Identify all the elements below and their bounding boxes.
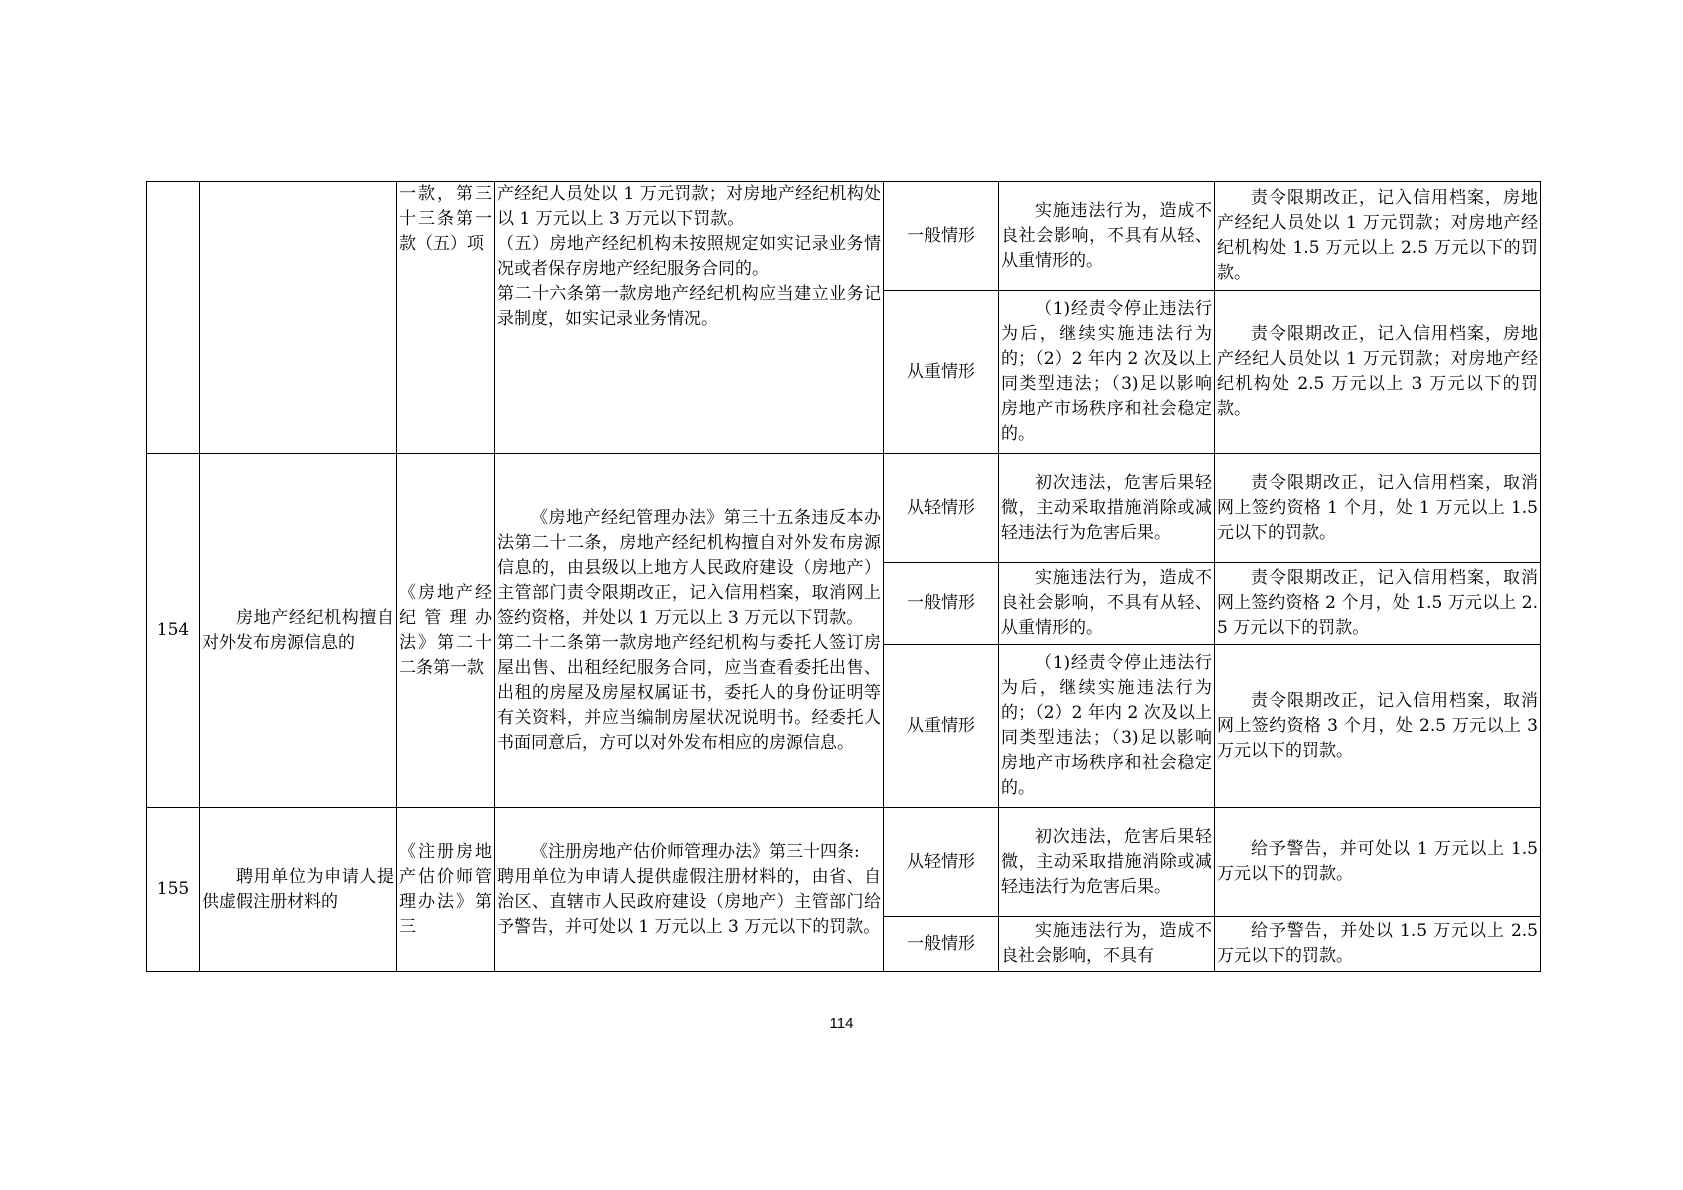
penalty-standard-cell: 责令限期改正，记入信用档案，房地产经纪人员处以 1 万元罚款；对房地产经纪机构处 1.5 万元以上 2.5 万元以下的罚款。	[1215, 182, 1541, 291]
circumstance-level-cell: 从轻情形	[884, 454, 999, 563]
circumstance-level-cell: 从轻情形	[884, 808, 999, 917]
circumstance-level-cell: 从重情形	[884, 645, 999, 808]
circumstance-level-cell: 一般情形	[884, 917, 999, 972]
circumstance-condition-cell: 初次违法，危害后果轻微，主动采取措施消除或减轻违法行为危害后果。	[999, 808, 1215, 917]
penalty-standard-cell: 责令限期改正，记入信用档案，房地产经纪人员处以 1 万元罚款；对房地产经纪机构处 2.5 万元以上 3 万元以下的罚款。	[1215, 291, 1541, 454]
circumstance-condition-cell: （1)经责令停止违法行为后，继续实施违法行为的；（2）2 年内 2 次及以上同类型违法；（3)足以影响房地产市场秩序和社会稳定的。	[999, 645, 1215, 808]
penalty-standard-cell: 责令限期改正，记入信用档案，取消网上签约资格 2 个月，处 1.5 万元以上 2.5 万元以下的罚款。	[1215, 563, 1541, 645]
page-number: 114	[829, 1015, 854, 1032]
penalty-standard-cell: 责令限期改正，记入信用档案，取消网上签约资格 3 个月，处 2.5 万元以上 3 万元以下的罚款。	[1215, 645, 1541, 808]
legal-basis-cell: 一款，第三十三条第一款（五）项	[397, 182, 495, 454]
item-number-cell: 154	[147, 454, 200, 808]
penalty-standard-cell: 责令限期改正，记入信用档案，取消网上签约资格 1 个月，处 1 万元以上 1.5 元以下的罚款。	[1215, 454, 1541, 563]
circumstance-condition-cell: 实施违法行为，造成不良社会影响，不具有从轻、从重情形的。	[999, 563, 1215, 645]
circumstance-level-cell: 一般情形	[884, 563, 999, 645]
penalty-table	[146, 181, 1541, 972]
circumstance-level-cell: 从重情形	[884, 291, 999, 454]
legal-provision-cell	[495, 454, 884, 808]
legal-basis-cell: 《注册房地产估价师管理办法》第三	[397, 808, 495, 972]
item-description-cell	[200, 182, 397, 454]
legal-provision-cell	[495, 182, 884, 454]
provision-paragraph: 第二十六条第一款房地产经纪机构应当建立业务记录制度，如实记录业务情况。	[497, 284, 881, 329]
legal-provision-cell	[495, 808, 884, 972]
provision-paragraph: 第二十二条第一款房地产经纪机构与委托人签订房屋出售、出租经纪服务合同，应当查看委托出售、出租的房屋及房屋权属证书，委托人的身份证明等有关资料，并应当编制房屋状况说明书。经委托人书面同意后，方可以对外发布相应的房源信息。	[497, 632, 881, 753]
table-row	[147, 182, 1541, 291]
item-number-cell: 155	[147, 808, 200, 972]
table-row	[147, 808, 1541, 917]
circumstance-condition-cell: 实施违法行为，造成不良社会影响，不具有	[999, 917, 1215, 972]
provision-paragraph: 《注册房地产估价师管理办法》第三十四条:	[531, 841, 860, 862]
legal-basis-cell: 《房地产经纪管理办法》第二十二条第一款	[397, 454, 495, 808]
item-description-cell: 房地产经纪机构擅自对外发布房源信息的	[200, 454, 397, 808]
provision-paragraph: 聘用单位为申请人提供虚假注册材料的，由省、自治区、直辖市人民政府建设（房地产）主管部门给予警告，并可处以 1 万元以上 3 万元以下的罚款。	[497, 866, 881, 937]
penalty-standard-cell: 给予警告，并可处以 1 万元以上 1.5 万元以下的罚款。	[1215, 808, 1541, 917]
circumstance-condition-cell: 实施违法行为，造成不良社会影响，不具有从轻、从重情形的。	[999, 182, 1215, 291]
circumstance-level-cell: 一般情形	[884, 182, 999, 291]
item-number-cell	[147, 182, 200, 454]
provision-paragraph: 产经纪人员处以 1 万元罚款；对房地产经纪机构处以 1 万元以上 3 万元以下罚款。	[497, 184, 881, 229]
circumstance-condition-cell: 初次违法，危害后果轻微，主动采取措施消除或减轻违法行为危害后果。	[999, 454, 1215, 563]
provision-paragraph: （五）房地产经纪机构未按照规定如实记录业务情况或者保存房地产经纪服务合同的。	[497, 234, 881, 279]
penalty-standard-cell: 给予警告，并处以 1.5 万元以上 2.5 万元以下的罚款。	[1215, 917, 1541, 972]
provision-paragraph: 《房地产经纪管理办法》第三十五条违反本办法第二十二条，房地产经纪机构擅自对外发布房源信息的，由县级以上地方人民政府建设（房地产）主管部门责令限期改正，记入信用档案，取消网上签约资格，并处以 1 万元以上 3 万元以下罚款。	[497, 507, 881, 628]
circumstance-condition-cell: （1)经责令停止违法行为后，继续实施违法行为的；（2）2 年内 2 次及以上同类型违法；（3)足以影响房地产市场秩序和社会稳定的。	[999, 291, 1215, 454]
item-description-cell: 聘用单位为申请人提供虚假注册材料的	[200, 808, 397, 972]
table-row	[147, 454, 1541, 563]
